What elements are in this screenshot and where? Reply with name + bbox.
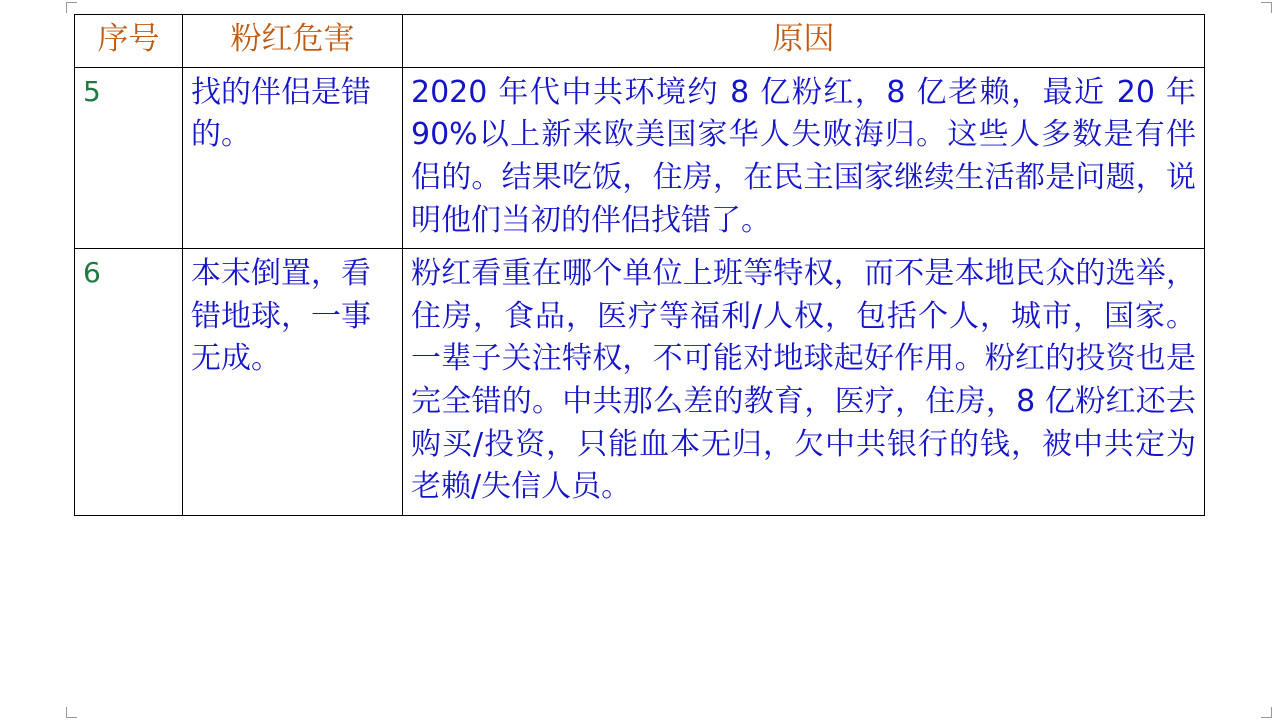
- row-harm: 找的伴侣是错的。: [183, 67, 403, 248]
- table-row: [75, 67, 1205, 248]
- table-body: [75, 67, 1205, 515]
- column-header-index: 序号: [75, 15, 183, 68]
- crop-mark-top-right: [1261, 2, 1272, 13]
- crop-mark-bottom-left: [66, 707, 77, 718]
- column-header-reason: 原因: [403, 15, 1205, 68]
- table-row: [75, 249, 1205, 516]
- table-header: [75, 15, 1205, 68]
- crop-mark-bottom-right: [1261, 707, 1272, 718]
- crop-mark-top-left: [66, 2, 77, 13]
- row-index: 6: [75, 249, 183, 516]
- column-header-harm: 粉红危害: [183, 15, 403, 68]
- table-header-row: [75, 15, 1205, 68]
- row-reason: 2020 年代中共环境约 8 亿粉红，8 亿老赖，最近 20 年 90%以上新来欧美国家华人失败海归。这些人多数是有伴侣的。结果吃饭，住房，在民主国家继续生活都是问题，说明他们当初的伴侣找错了。: [403, 67, 1205, 248]
- row-reason: 粉红看重在哪个单位上班等特权，而不是本地民众的选举，住房，食品，医疗等福利/人权，包括个人，城市，国家。一辈子关注特权，不可能对地球起好作用。粉红的投资也是完全错的。中共那么差的教育，医疗，住房，8 亿粉红还去购买/投资，只能血本无归，欠中共银行的钱，被中共定为老赖/失信人员。: [403, 249, 1205, 516]
- harm-table: [74, 14, 1205, 516]
- row-harm: 本末倒置，看错地球，一事无成。: [183, 249, 403, 516]
- row-index: 5: [75, 67, 183, 248]
